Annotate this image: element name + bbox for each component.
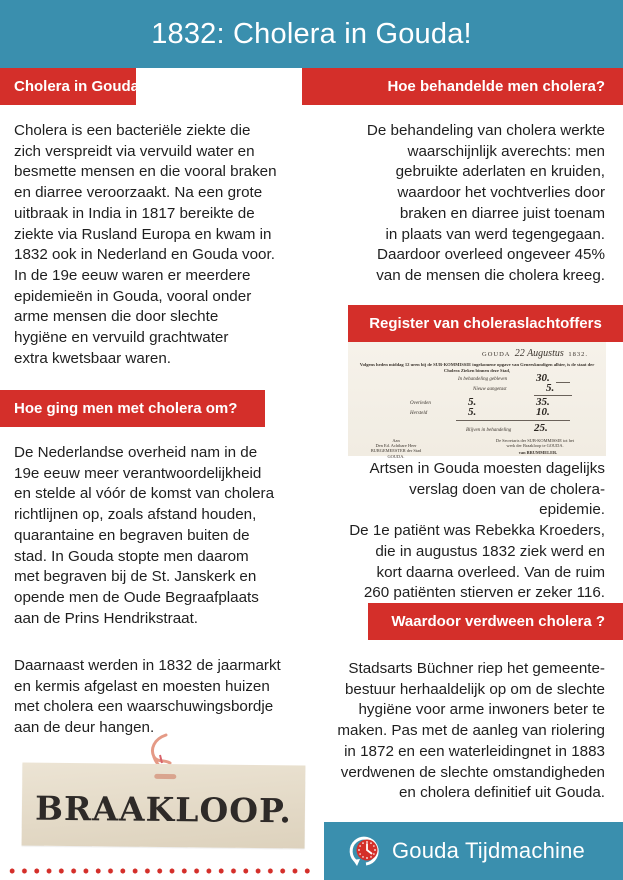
section-body-behandeling: De behandeling van cholera werkte waarschijnlijk averechts: men gebruikte aderlaten en kruiden, waardoor het vochtverlies door braken en diarree juist toenam in plaats van werd tegengegaan. Daardoor overleed ongeveer 45% van de mensen die cholera kreeg. bbox=[366, 122, 605, 284]
register-row-label: Hersteld bbox=[410, 411, 428, 416]
section-body-cholera-in-gouda: Cholera is een bacteriële ziekte die zich verspreidt via vervuild water en besmette mensen en die vooral braken en diarree veroorzaakt. Na een grote uitbraak in India in 1817 bereikte de ziekte via Rusland Europa en kwam in 1832 ook in Nederland en Gouda voor. In de 19e eeuw waren er meerdere epidemieën in Gouda, vooral onder arme mensen die door slechte hygiëne en vervuild grachtwater extra kwetsbaar waren. bbox=[14, 122, 277, 367]
register-row-value: 5. bbox=[468, 396, 477, 408]
dotted-divider bbox=[6, 867, 316, 875]
register-secretary: De Secretaris der SUB-KOMMISSIE tot het werk der Braakloop te GOUDA. bbox=[495, 438, 575, 449]
sign-hole bbox=[154, 774, 176, 779]
register-row-value: 25. bbox=[534, 422, 548, 434]
register-document-image bbox=[348, 342, 606, 459]
clock-rewind-icon bbox=[348, 833, 384, 869]
register-signature: van BRUMMELER. bbox=[518, 450, 558, 455]
section-body-omgang-2: Daarnaast werden in 1832 de jaarmarkt en kermis afgelast en moesten huizen met cholera een waarschuwingsbordje aan de deur hangen. bbox=[14, 657, 281, 737]
register-row-label: In behandeling gebleven bbox=[458, 377, 508, 382]
page-title: 1832: Cholera in Gouda! bbox=[151, 17, 472, 50]
register-row-value: 5. bbox=[468, 406, 477, 418]
braakloop-sign bbox=[22, 763, 306, 849]
section-heading-register: Register van choleraslachtoffers bbox=[348, 305, 623, 342]
brand-name: Gouda Tijdmachine bbox=[392, 838, 585, 863]
section-body-register: Artsen in Gouda moesten dagelijks verslag doen van de cholera-epidemie. De 1e patiënt was Rebekka Kroeders, die in augustus 1832 ziek werd en kort daarna overleed. Van de ruim 260 patiënten stierven er zeker 116. bbox=[349, 460, 605, 602]
register-row-value: 35. bbox=[536, 396, 550, 408]
register-row-value: 5. bbox=[546, 382, 555, 394]
register-addressee: Aan Den Ed. Achtbare Heer BURGEMEESTER der Stad GOUDA. bbox=[370, 438, 422, 459]
brand-bar bbox=[324, 822, 623, 880]
register-row-label: Nieuw aangetast bbox=[473, 387, 507, 392]
register-intro: Volgens heden middag 12 uren bij de SUB-KOMMISSIE ingekomene opgave van Geneeskundigen alhier, is de staat der Cholera Zieken binnen deze Stad, bbox=[359, 362, 595, 373]
register-rule bbox=[556, 382, 570, 383]
section-heading-cholera-in-gouda: Cholera in Gouda bbox=[0, 68, 136, 105]
register-row-value: 10. bbox=[536, 406, 550, 418]
section-heading-behandeling: Hoe behandelde men cholera? bbox=[302, 68, 623, 105]
section-body-verdween: Stadsarts Büchner riep het gemeente- bestuur herhaaldelijk op om de slechte hygiëne voor arme inwoners beter te maken. Pas met de aanleg van riolering in 1872 en een waterleidingnet in 1883 verdwenen de slechte omstandigheden en cholera definitief uit Gouda. bbox=[337, 660, 605, 802]
section-heading-omgang: Hoe ging men met cholera om? bbox=[0, 390, 265, 427]
section-body-omgang-1: De Nederlandse overheid nam in de 19e eeuw meer verantwoordelijkheid en stelde al vóór de komst van cholera richtlijnen op, zoals afstand houden, quarantaine en begraven buiten de stad. In Gouda stopte men daarom met begraven bij de St. Janskerk en opende men de Oude Begraafplaats aan de Prins Hendrikstraat. bbox=[14, 444, 275, 627]
register-row-value: 30. bbox=[536, 372, 550, 384]
register-row-label: Overleden bbox=[410, 401, 431, 406]
register-year: 1832. bbox=[568, 351, 588, 358]
register-place: GOUDA bbox=[482, 351, 511, 358]
register-rule bbox=[456, 420, 570, 421]
braakloop-sign-text: BRAAKLOOP. bbox=[34, 788, 293, 831]
register-row-label: Blijven in behandeling bbox=[466, 428, 512, 433]
title-bar bbox=[0, 0, 623, 68]
register-date-line bbox=[482, 348, 588, 359]
register-date: 22 Augustus bbox=[514, 348, 564, 359]
section-heading-verdween: Waardoor verdween cholera ? bbox=[368, 603, 623, 640]
